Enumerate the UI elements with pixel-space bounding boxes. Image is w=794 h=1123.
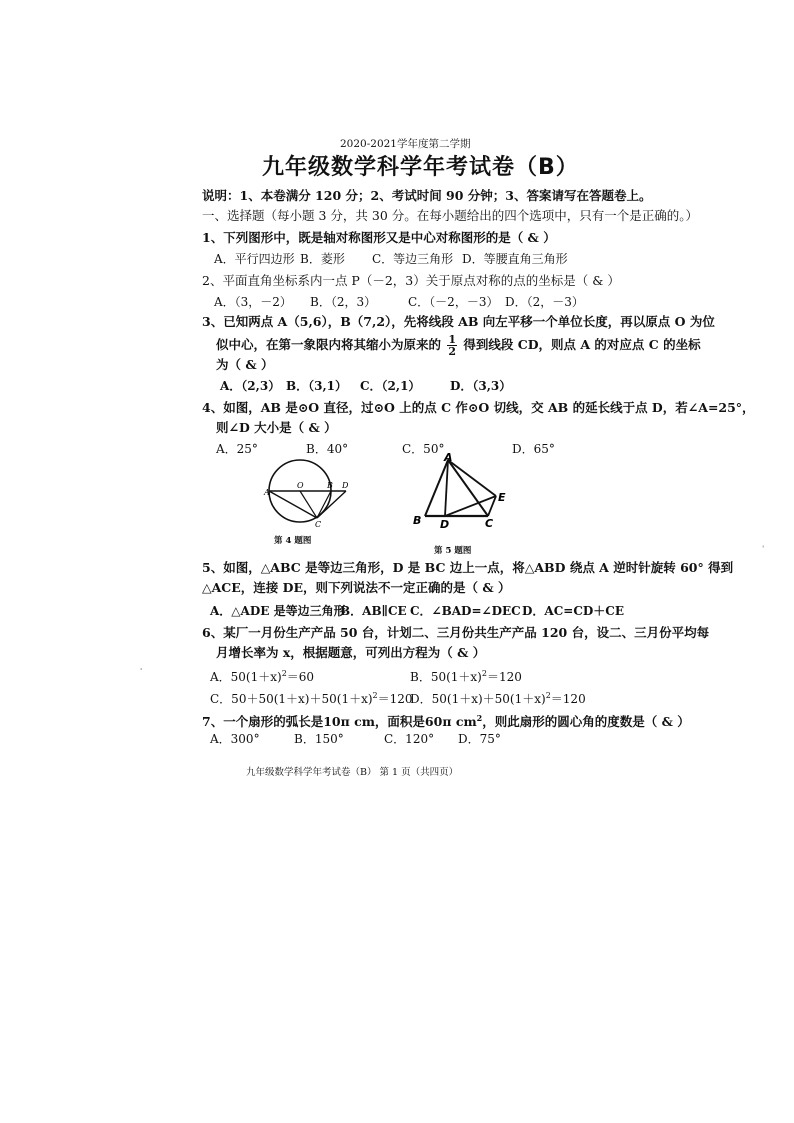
q7-stem-part-b: ，则此扇形的圆心角的度数是（ & ） bbox=[482, 714, 690, 730]
fig5-label-b: B bbox=[413, 514, 422, 527]
question-2-stem: 2、平面直角坐标系内一点 P（－2，3）关于原点对称的点的坐标是（ & ） bbox=[202, 273, 620, 288]
q6-option-a bbox=[210, 666, 314, 685]
scan-speck: ˈ bbox=[762, 545, 765, 554]
question-5-line-1: 5、如图，△ABC 是等边三角形，D 是 BC 边上一点，将△ABD 绕点 A 逆时针旋转 60° 得到 bbox=[202, 560, 734, 575]
question-7-stem bbox=[202, 710, 690, 730]
q7-option-b: B．150° bbox=[294, 732, 344, 746]
q6-option-d bbox=[410, 688, 586, 707]
q1-option-c: C．等边三角形 bbox=[372, 252, 454, 266]
q2-option-a: A．（3，－2） bbox=[214, 295, 292, 309]
q1-option-d: D．等腰直角三角形 bbox=[462, 252, 568, 266]
question-4-line-1: 4、如图，AB 是⊙O 直径，过⊙O 上的点 C 作⊙O 切线，交 AB 的延长线于点 D，若∠A=25°， bbox=[202, 400, 755, 415]
fig4-label-o: O bbox=[297, 481, 304, 490]
q7-option-c: C．120° bbox=[384, 732, 435, 746]
q6-option-d-exponent: 2 bbox=[545, 691, 551, 700]
q5-option-a: A．△ADE 是等边三角形 bbox=[210, 604, 346, 618]
q2-option-c: C．（－2，－3） bbox=[408, 295, 499, 309]
fig4-label-d: D bbox=[342, 481, 349, 490]
question-1-stem: 1、下列图形中，既是轴对称图形又是中心对称图形的是（ & ） bbox=[202, 230, 556, 245]
scan-speck: ˌ bbox=[140, 662, 143, 671]
q6-option-b-rhs: ＝120 bbox=[486, 670, 522, 684]
q3-option-a: A．（2,3） bbox=[220, 379, 281, 393]
fig4-label-b: B bbox=[327, 481, 333, 490]
q6-option-a-exponent: 2 bbox=[281, 669, 287, 678]
q1-option-b: B．菱形 bbox=[300, 252, 345, 266]
figure-5-caption: 第 5 题图 bbox=[434, 546, 472, 556]
q3-line-2-part-b: 得到线段 CD，则点 A 的对应点 C 的坐标 bbox=[463, 337, 701, 352]
segment-ae bbox=[448, 460, 496, 496]
q2-option-d: D．（2，－3） bbox=[505, 295, 584, 309]
q2-option-b: B．（2，3） bbox=[310, 295, 377, 309]
q6-option-a-base: A．50(1＋x) bbox=[210, 670, 282, 684]
q4-option-a: A．25° bbox=[216, 442, 258, 456]
q6-option-b bbox=[410, 666, 522, 685]
q6-option-a-rhs: ＝60 bbox=[286, 670, 315, 684]
fraction-numerator: 1 bbox=[448, 333, 457, 346]
figure-4-circle-tangent bbox=[260, 455, 360, 530]
fig4-label-c: C bbox=[315, 520, 322, 529]
question-3-line-1: 3、已知两点 A（5,6），B（7,2），先将线段 AB 向左平移一个单位长度，再以原点 O 为位 bbox=[202, 314, 715, 329]
q6-option-b-base: B．50(1＋x) bbox=[410, 670, 482, 684]
fig4-label-a: A bbox=[264, 488, 270, 497]
question-6-line-2: 月增长率为 x，根据题意，可列出方程为（ & ） bbox=[216, 645, 486, 660]
fig5-label-a: A bbox=[444, 452, 453, 464]
q7-option-a: A．300° bbox=[210, 732, 260, 746]
one-half-fraction bbox=[447, 334, 457, 357]
term-line: 2020-2021学年度第二学期 bbox=[340, 138, 471, 150]
q5-option-d: D．AC=CD＋CE bbox=[522, 604, 624, 618]
figure-5-triangle-rotation bbox=[408, 452, 520, 532]
page-footer: 九年级数学科学年考试卷（B） 第 1 页（共四页） bbox=[246, 767, 459, 778]
figure-4-caption: 第 4 题图 bbox=[274, 536, 312, 546]
q5-option-b: B．AB∥CE bbox=[340, 604, 407, 618]
q6-option-c-base: C．50＋50(1＋x)＋50(1＋x) bbox=[210, 692, 373, 706]
q4-option-d: D．65° bbox=[512, 442, 555, 456]
chord-ac bbox=[269, 491, 317, 518]
question-6-line-1: 6、某厂一月份生产产品 50 台，计划二、三月份共生产产品 120 台，设二、三月份平均每 bbox=[202, 625, 710, 640]
q6-option-d-base: D．50(1＋x)＋50(1＋x) bbox=[410, 692, 546, 706]
question-5-line-2: △ACE，连接 DE，则下列说法不一定正确的是（ & ） bbox=[202, 580, 511, 595]
fraction-denominator: 2 bbox=[448, 345, 457, 358]
q3-option-d: D．（3,3） bbox=[450, 379, 512, 393]
q6-option-d-rhs: ＝120 bbox=[550, 692, 586, 706]
q4-option-b: B．40° bbox=[306, 442, 349, 456]
q7-option-d: D．75° bbox=[458, 732, 501, 746]
q5-option-c: C．∠BAD=∠DEC bbox=[410, 604, 521, 618]
q3-line-2-part-a: 似中心，在第一象限内将其缩小为原来的 bbox=[216, 337, 442, 352]
q6-option-b-exponent: 2 bbox=[481, 669, 487, 678]
q7-exponent: 2 bbox=[476, 713, 483, 723]
question-3-line-2 bbox=[216, 334, 701, 357]
q7-stem-part-a: 7、一个扇形的弧长是10π cm，面积是60π cm bbox=[202, 714, 477, 730]
q6-option-c-exponent: 2 bbox=[372, 691, 378, 700]
section-heading: 一、选择题（每小题 3 分，共 30 分。在每小题给出的四个选项中，只有一个是正确的。） bbox=[202, 208, 699, 223]
q3-option-b: B．（3,1） bbox=[286, 379, 348, 393]
q1-option-a: A．平行四边形 bbox=[214, 252, 295, 266]
fig5-label-e: E bbox=[498, 491, 506, 504]
q4-option-c: C．50° bbox=[402, 442, 445, 456]
line-bc bbox=[317, 491, 331, 518]
fig5-label-c: C bbox=[485, 517, 494, 530]
question-4-line-2: 则∠D 大小是（ & ） bbox=[216, 420, 337, 435]
q6-option-c bbox=[210, 688, 413, 707]
q3-option-c: C．（2,1） bbox=[360, 379, 421, 393]
fig5-label-d: D bbox=[440, 518, 450, 531]
instructions: 说明：1、本卷满分 120 分；2、考试时间 90 分钟；3、答案请写在答题卷上。 bbox=[202, 188, 652, 203]
question-3-line-3: 为（ & ） bbox=[216, 357, 274, 372]
q6-option-c-rhs: ＝120 bbox=[377, 692, 413, 706]
page-title: 九年级数学科学年考试卷（B） bbox=[262, 155, 579, 180]
